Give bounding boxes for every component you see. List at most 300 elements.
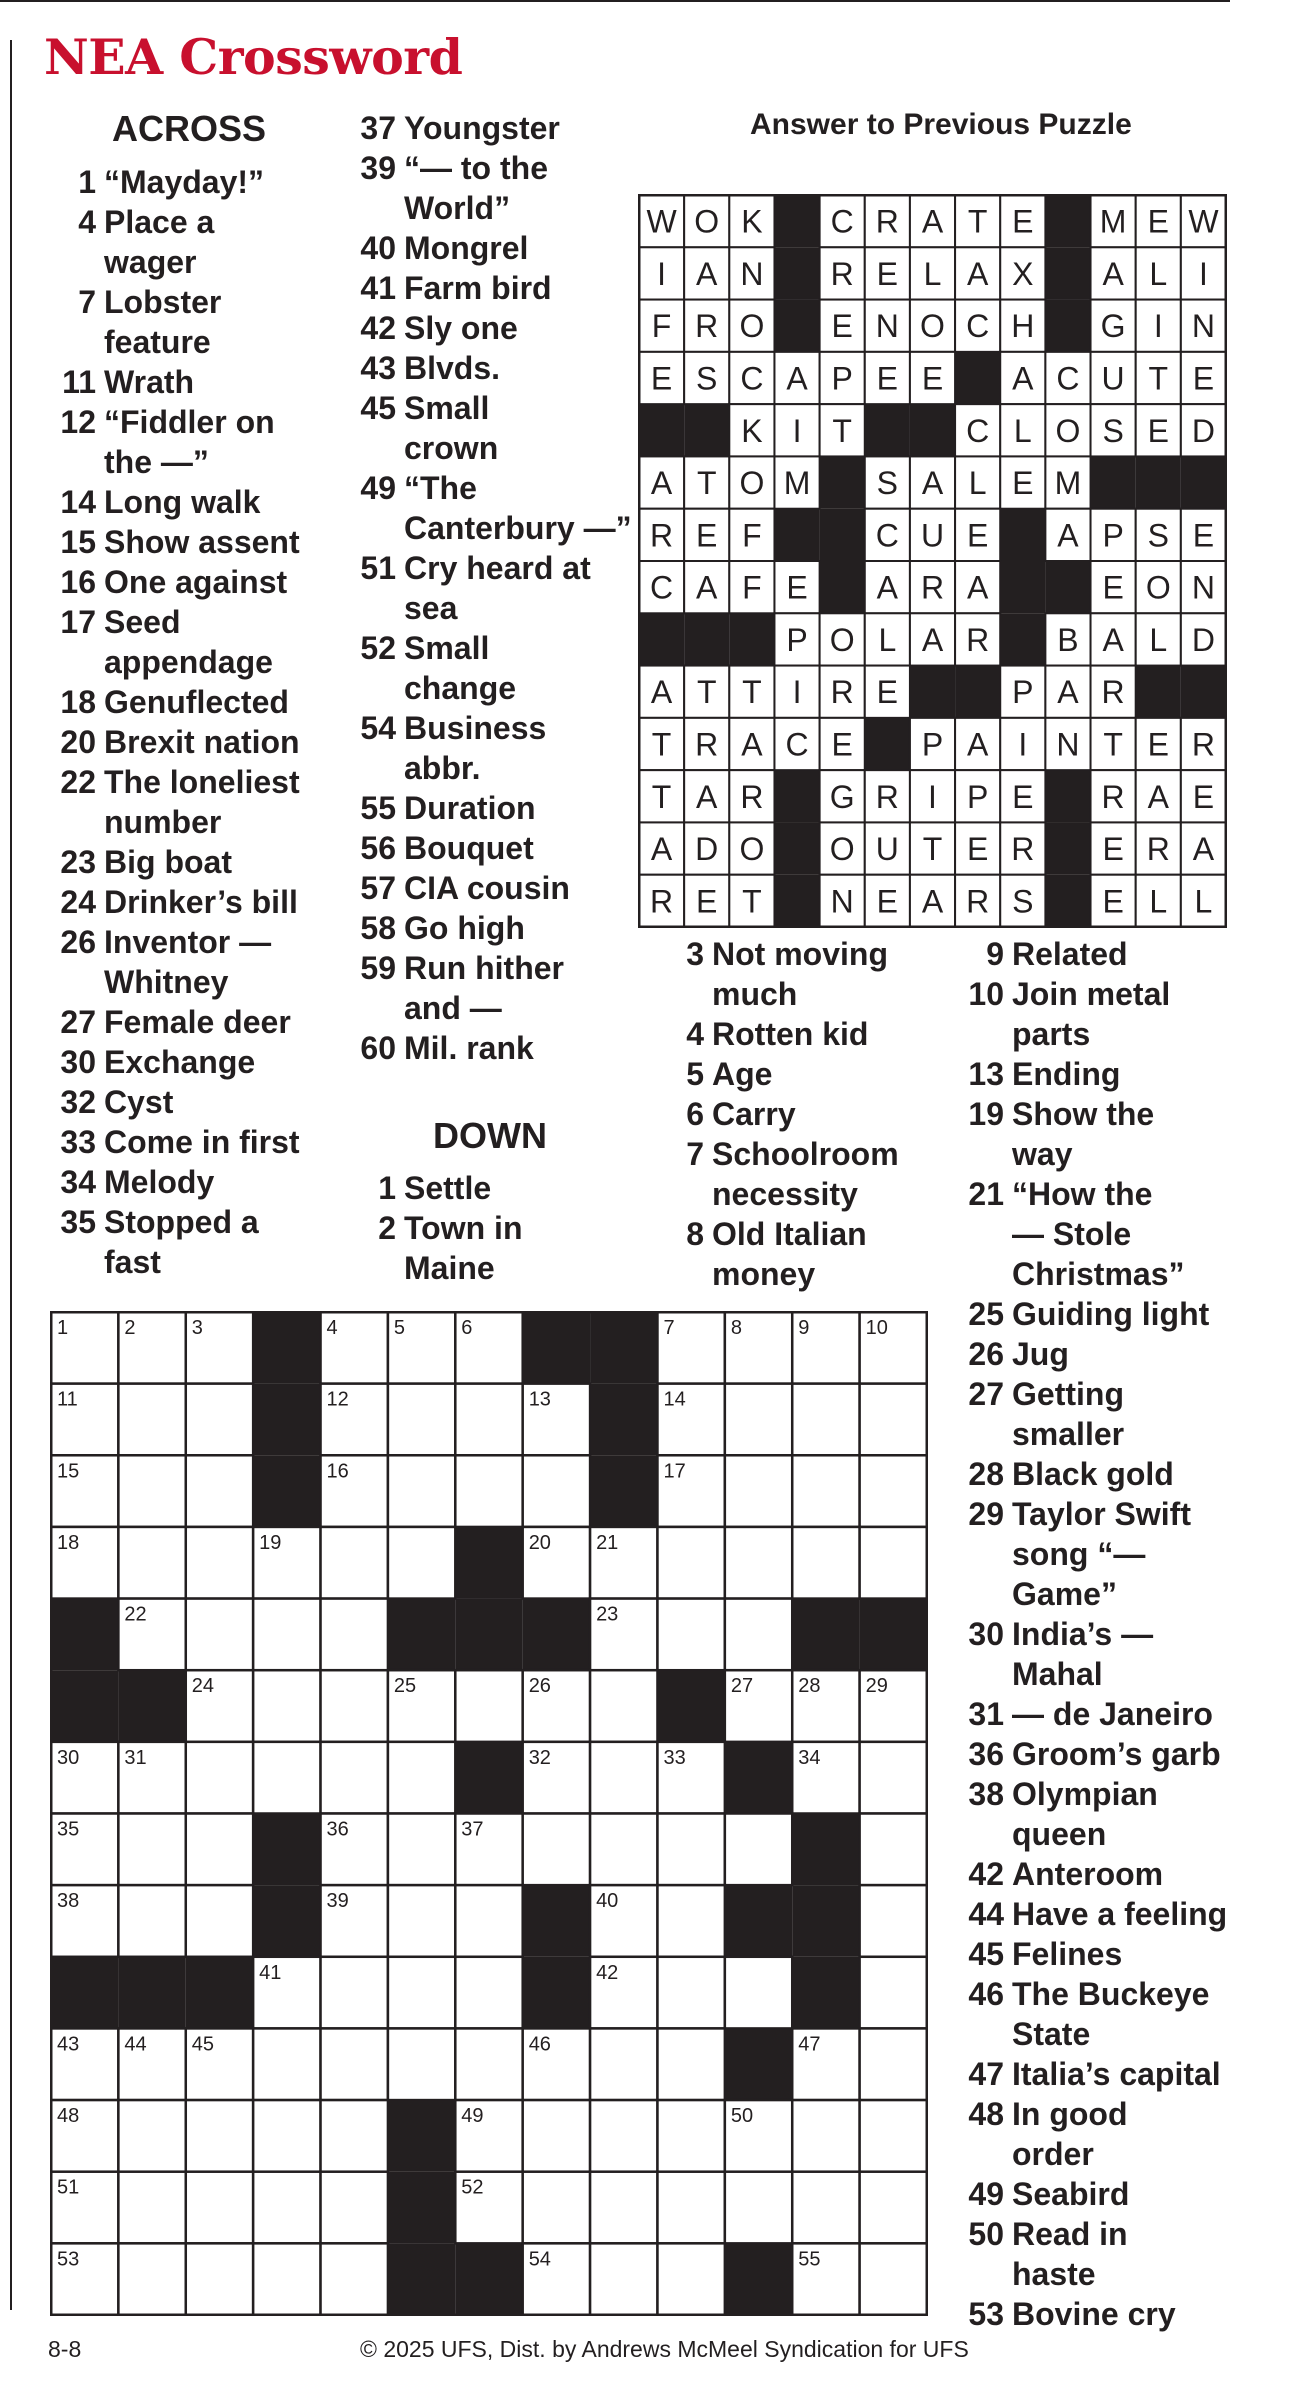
clue-across_col1-12: [52, 402, 300, 482]
black-square: [725, 2243, 792, 2315]
clue-number: 37: [360, 110, 396, 146]
clue-number: 48: [968, 2096, 1004, 2132]
grid-cell[interactable]: [321, 2243, 388, 2315]
black-square: [590, 1384, 657, 1456]
grid-cell[interactable]: [186, 2243, 253, 2315]
clue-number: 43: [360, 350, 396, 386]
grid-cell[interactable]: [388, 1957, 455, 2029]
grid-cell[interactable]: [792, 2100, 859, 2172]
clue-text: much: [712, 976, 798, 1012]
cell-number: 36: [326, 1818, 349, 1841]
grid-cell[interactable]: [186, 1599, 253, 1671]
clue-across_col1-7: [52, 282, 300, 362]
clue-down_col4-38: [960, 1774, 1227, 1854]
answer-letter: A: [966, 569, 989, 606]
grid-cell[interactable]: [253, 2100, 320, 2172]
clue-number: 4: [78, 204, 96, 240]
clue-down_col4-44: [960, 1894, 1227, 1934]
grid-cell[interactable]: [860, 2028, 927, 2100]
clue-number: 42: [968, 1856, 1004, 1892]
grid-cell[interactable]: [321, 1742, 388, 1814]
grid-cell[interactable]: [253, 1670, 320, 1742]
answer-letter: E: [1012, 203, 1034, 240]
black-square: [388, 1599, 455, 1671]
grid-cell[interactable]: [388, 1814, 455, 1886]
clue-text: Lobster: [104, 284, 222, 320]
clue-across_col2-39: [352, 148, 632, 228]
grid-cell[interactable]: [186, 2100, 253, 2172]
clue-text: appendage: [104, 644, 273, 680]
across-heading: ACROSS: [112, 108, 267, 149]
answer-letter: T: [742, 674, 762, 711]
clue-text: parts: [1012, 1016, 1091, 1052]
cell-number: 40: [596, 1890, 619, 1913]
answer-letter: A: [1192, 831, 1215, 868]
answer-letter: E: [786, 569, 808, 606]
clue-across_col1-30: [52, 1042, 300, 1082]
answer-letter: O: [920, 308, 945, 345]
answer-letter: N: [830, 883, 854, 920]
answer-letter: N: [875, 308, 899, 345]
grid-cell[interactable]: [860, 1814, 927, 1886]
clue-text: Settle: [404, 1170, 492, 1206]
grid-cell[interactable]: [792, 1455, 859, 1527]
clue-number: 53: [968, 2296, 1004, 2332]
answer-black-square: [684, 404, 729, 456]
clue-text: One against: [104, 564, 288, 600]
grid-cell[interactable]: [388, 1742, 455, 1814]
clue-text: Brexit nation: [104, 724, 300, 760]
grid-cell[interactable]: [321, 2172, 388, 2244]
clue-down_col3-8: [660, 1214, 899, 1294]
clue-across_col2-60: [352, 1028, 632, 1068]
grid-cell[interactable]: [725, 1814, 792, 1886]
clue-down_col4-42: [960, 1854, 1227, 1894]
cell-number: 8: [730, 1317, 742, 1339]
clue-across_col1-14: [52, 482, 300, 522]
answer-letter: I: [1018, 726, 1028, 763]
answer-letter: S: [1147, 517, 1169, 554]
clue-number: 30: [60, 1044, 96, 1080]
answer-letter: E: [831, 308, 853, 345]
clue-down_col4-29: [960, 1494, 1227, 1614]
answer-letter: C: [740, 360, 764, 397]
clue-down_col4-28: [960, 1454, 1227, 1494]
grid-cell[interactable]: [118, 1384, 185, 1456]
answer-letter: E: [966, 831, 989, 868]
answer-letter: S: [876, 465, 899, 502]
clue-across_col1-34: [52, 1162, 300, 1202]
grid-cell[interactable]: [590, 2028, 657, 2100]
cell-number: 11: [57, 1388, 78, 1411]
grid-cell[interactable]: [455, 1957, 522, 2029]
answer-letter: A: [966, 726, 989, 763]
clue-text: Town in: [404, 1210, 523, 1246]
answer-letter: R: [875, 203, 899, 240]
answer-black-square: [820, 509, 865, 561]
cell-number: 30: [57, 1746, 80, 1769]
cell-number: 17: [663, 1460, 686, 1483]
cell-number: 35: [57, 1818, 80, 1841]
black-square: [253, 1312, 320, 1384]
grid-cell[interactable]: [523, 2172, 590, 2244]
clue-across_col1-11: [52, 362, 300, 402]
clue-down_col4-36: [960, 1734, 1227, 1774]
grid-cell[interactable]: [657, 1957, 724, 2029]
clue-text: “Mayday!”: [104, 164, 265, 200]
grid-cell[interactable]: [657, 2028, 724, 2100]
clue-text: Seabird: [1012, 2176, 1130, 2212]
black-square: [725, 1885, 792, 1957]
cell-number: 41: [259, 1961, 282, 1984]
grid-cell[interactable]: [118, 1885, 185, 1957]
answer-black-square: [865, 718, 910, 770]
grid-cell[interactable]: [253, 2172, 320, 2244]
clue-text: Cry heard at: [404, 550, 591, 586]
clue-text: Business: [404, 710, 547, 746]
grid-cell[interactable]: [657, 1599, 724, 1671]
clue-text: In good: [1012, 2096, 1128, 2132]
answer-letter: U: [875, 831, 899, 868]
clue-text: Bouquet: [404, 830, 534, 866]
clue-number: 58: [360, 910, 396, 946]
clue-number: 27: [60, 1004, 96, 1040]
grid-cell[interactable]: [860, 1527, 927, 1599]
answer-letter: T: [967, 203, 988, 240]
clue-across_col1-20: [52, 722, 300, 762]
clue-number: 49: [968, 2176, 1004, 2212]
grid-cell[interactable]: [118, 1527, 185, 1599]
grid-cell[interactable]: [657, 1814, 724, 1886]
clue-text: Genuflected: [104, 684, 289, 720]
grid-cell[interactable]: [590, 2172, 657, 2244]
grid-cell[interactable]: [118, 2172, 185, 2244]
grid-cell[interactable]: [590, 2100, 657, 2172]
grid-cell[interactable]: [253, 2028, 320, 2100]
clue-text: Show assent: [104, 524, 300, 560]
answer-letter: R: [650, 883, 674, 920]
grid-cell[interactable]: [118, 1814, 185, 1886]
clue-number: 22: [60, 764, 96, 800]
clue-down_col4-9: [960, 934, 1227, 974]
clue-text: Melody: [104, 1164, 215, 1200]
grid-cell[interactable]: [523, 2100, 590, 2172]
crossword-grid: [50, 1311, 928, 2316]
grid-cell[interactable]: [388, 1384, 455, 1456]
clue-across_col1-22: [52, 762, 300, 842]
grid-cell[interactable]: [725, 1527, 792, 1599]
clue-number: 57: [360, 870, 396, 906]
answer-black-square: [910, 666, 955, 718]
clue-down_col4-46: [960, 1974, 1227, 2054]
grid-cell[interactable]: [523, 1814, 590, 1886]
cell-number: 23: [596, 1603, 619, 1626]
answer-black-square: [1000, 509, 1045, 561]
answer-letter: D: [1191, 412, 1215, 449]
grid-cell[interactable]: [657, 1527, 724, 1599]
grid-cell[interactable]: [455, 1384, 522, 1456]
answer-letter: D: [695, 831, 719, 868]
answer-letter: M: [1099, 203, 1127, 240]
grid-cell[interactable]: [321, 1957, 388, 2029]
answer-black-square: [1181, 666, 1226, 718]
grid-cell[interactable]: [860, 1885, 927, 1957]
clue-across_col2-45: [352, 388, 632, 468]
black-square: [253, 1384, 320, 1456]
black-square: [523, 1599, 590, 1671]
clue-text: Groom’s garb: [1012, 1736, 1221, 1772]
grid-cell[interactable]: [118, 1455, 185, 1527]
clue-text: “The: [404, 470, 477, 506]
clue-across_col2-52: [352, 628, 632, 708]
cell-number: 16: [326, 1460, 349, 1483]
answer-letter: A: [650, 831, 673, 868]
clue-text: Read in: [1012, 2216, 1128, 2252]
clue-text: Olympian: [1012, 1776, 1158, 1812]
answer-black-square: [1045, 875, 1090, 927]
cell-number: 34: [798, 1746, 821, 1769]
clue-text: Getting: [1012, 1376, 1124, 1412]
clue-across_col2-41: [352, 268, 632, 308]
grid-cell[interactable]: [253, 1599, 320, 1671]
black-square: [590, 1455, 657, 1527]
clue-text: — de Janeiro: [1012, 1696, 1213, 1732]
grid-cell[interactable]: [792, 2172, 859, 2244]
answer-black-square: [774, 300, 819, 352]
grid-cell[interactable]: [725, 2172, 792, 2244]
grid-cell[interactable]: [860, 1742, 927, 1814]
answer-letter: A: [696, 569, 718, 606]
answer-letter: F: [742, 569, 762, 606]
grid-cell[interactable]: [860, 1455, 927, 1527]
cell-number: 29: [865, 1675, 888, 1698]
grid-cell[interactable]: [657, 2243, 724, 2315]
grid-cell[interactable]: [455, 2028, 522, 2100]
answer-letter: T: [832, 412, 852, 449]
down-clues-col3: [960, 934, 1227, 2334]
cell-number: 27: [730, 1675, 754, 1698]
clue-number: 3: [686, 936, 704, 972]
black-square: [725, 1742, 792, 1814]
clue-down_col2-1: [352, 1168, 522, 1208]
clue-down_col4-49: [960, 2174, 1227, 2214]
answer-letter: A: [966, 255, 989, 292]
grid-cell[interactable]: [186, 1742, 253, 1814]
grid-cell[interactable]: [321, 2100, 388, 2172]
answer-letter: O: [739, 465, 765, 502]
clue-text: “— to the: [404, 150, 548, 186]
answer-letter: S: [1012, 883, 1034, 920]
answer-letter: N: [740, 255, 764, 292]
clue-number: 46: [968, 1976, 1004, 2012]
clue-across_col1-18: [52, 682, 300, 722]
answer-black-square: [639, 404, 684, 456]
clue-number: 45: [968, 1936, 1004, 1972]
grid-cell[interactable]: [792, 1527, 859, 1599]
clue-text: Sly one: [404, 310, 518, 346]
clue-number: 38: [968, 1776, 1004, 1812]
clue-across_col2-55: [352, 788, 632, 828]
clue-across_col1-16: [52, 562, 300, 602]
black-square: [792, 1599, 859, 1671]
answer-black-square: [955, 352, 1000, 404]
clue-text: State: [1012, 2016, 1091, 2052]
answer-letter: E: [650, 360, 673, 397]
footer-copyright: © 2025 UFS, Dist. by Andrews McMeel Syndication for UFS: [360, 2336, 969, 2362]
clue-number: 14: [60, 484, 96, 520]
black-square: [860, 1599, 927, 1671]
clue-across_col2-51: [352, 548, 632, 628]
clue-down_col2-2: [352, 1208, 522, 1288]
answer-letter: O: [829, 831, 855, 868]
grid-cell[interactable]: [253, 1742, 320, 1814]
answer-letter: T: [922, 831, 943, 868]
grid-cell[interactable]: [186, 1527, 253, 1599]
clue-across_col2-58: [352, 908, 632, 948]
clue-across_col2-54: [352, 708, 632, 788]
grid-cell[interactable]: [388, 1527, 455, 1599]
answer-letter: O: [739, 831, 765, 868]
grid-cell[interactable]: [657, 2172, 724, 2244]
grid-cell[interactable]: [725, 1384, 792, 1456]
grid-cell[interactable]: [860, 2100, 927, 2172]
clue-text: way: [1012, 1136, 1073, 1172]
grid-cell[interactable]: [186, 2172, 253, 2244]
black-square: [455, 2243, 522, 2315]
grid-cell[interactable]: [860, 2172, 927, 2244]
clue-text: The Buckeye: [1012, 1976, 1210, 2012]
clue-down_col4-21: [960, 1174, 1227, 1294]
clue-text: sea: [404, 590, 458, 626]
grid-cell[interactable]: [118, 2243, 185, 2315]
answer-letter: T: [651, 778, 672, 815]
cell-number: 47: [798, 2033, 821, 2056]
answer-black-square: [1181, 456, 1226, 508]
grid-cell[interactable]: [321, 2028, 388, 2100]
grid-cell[interactable]: [321, 1670, 388, 1742]
grid-cell[interactable]: [186, 1814, 253, 1886]
answer-letter: O: [1145, 569, 1171, 606]
across-clues-col2: [352, 108, 632, 1068]
grid-cell[interactable]: [657, 1885, 724, 1957]
grid-cell[interactable]: [118, 2100, 185, 2172]
cell-number: 2: [124, 1317, 136, 1339]
clue-text: Drinker’s bill: [104, 884, 298, 920]
answer-black-square: [774, 195, 819, 247]
cell-number: 3: [191, 1317, 203, 1339]
grid-cell[interactable]: [321, 1527, 388, 1599]
answer-letter: W: [1188, 203, 1219, 240]
answer-letter: S: [1102, 412, 1124, 449]
grid-cell[interactable]: [388, 2028, 455, 2100]
down-clues-col1: [352, 1168, 522, 1288]
grid-cell[interactable]: [725, 1599, 792, 1671]
clue-down_col4-26: [960, 1334, 1227, 1374]
grid-cell[interactable]: [860, 2243, 927, 2315]
cell-number: 13: [528, 1388, 551, 1411]
cell-number: 5: [393, 1317, 406, 1339]
grid-cell[interactable]: [860, 1384, 927, 1456]
answer-letter: C: [785, 726, 809, 763]
answer-letter: L: [1149, 255, 1168, 292]
clue-number: 4: [686, 1016, 704, 1052]
answer-letter: T: [696, 465, 717, 502]
grid-cell[interactable]: [590, 1670, 657, 1742]
grid-cell[interactable]: [388, 1885, 455, 1957]
grid-cell[interactable]: [792, 1384, 859, 1456]
grid-cell[interactable]: [455, 1455, 522, 1527]
clue-across_col2-43: [352, 348, 632, 388]
grid-cell[interactable]: [388, 1455, 455, 1527]
grid-cell[interactable]: [725, 1957, 792, 2029]
answer-black-square: [774, 247, 819, 299]
clue-down_col4-48: [960, 2094, 1227, 2174]
clue-down_col3-4: [660, 1014, 899, 1054]
grid-cell[interactable]: [455, 1885, 522, 1957]
answer-letter: A: [921, 203, 944, 240]
answer-letter: R: [966, 621, 990, 658]
answer-black-square: [1045, 195, 1090, 247]
grid-cell[interactable]: [657, 2100, 724, 2172]
answer-letter: E: [1102, 569, 1124, 606]
clue-text: Rotten kid: [712, 1016, 869, 1052]
answer-letter: A: [741, 726, 763, 763]
grid-cell[interactable]: [590, 1742, 657, 1814]
answer-letter: F: [742, 517, 762, 554]
answer-letter: A: [1057, 674, 1079, 711]
answer-letter: R: [830, 255, 854, 292]
clue-number: 30: [968, 1616, 1004, 1652]
grid-cell[interactable]: [186, 1885, 253, 1957]
grid-cell[interactable]: [590, 1814, 657, 1886]
answer-letter: E: [1012, 465, 1034, 502]
clue-text: World”: [404, 190, 511, 226]
clue-number: 28: [968, 1456, 1004, 1492]
answer-letter: E: [1147, 412, 1169, 449]
clue-across_col2-49: [352, 468, 632, 548]
cell-number: 15: [57, 1460, 80, 1483]
clue-number: 34: [60, 1164, 96, 1200]
answer-letter: E: [696, 883, 718, 920]
grid-cell[interactable]: [725, 1455, 792, 1527]
clue-across_col2-42: [352, 308, 632, 348]
answer-letter: N: [1056, 726, 1080, 763]
cell-number: 10: [865, 1317, 888, 1339]
cell-number: 25: [393, 1675, 417, 1698]
answer-letter: R: [920, 569, 945, 606]
clue-number: 26: [968, 1336, 1004, 1372]
grid-cell[interactable]: [253, 2243, 320, 2315]
grid-cell[interactable]: [186, 1455, 253, 1527]
clue-number: 24: [60, 884, 96, 920]
answer-black-square: [1045, 247, 1090, 299]
grid-cell[interactable]: [860, 1957, 927, 2029]
clue-text: Maine: [404, 1250, 495, 1286]
clue-text: abbr.: [404, 750, 481, 786]
clue-text: Canterbury —”: [404, 510, 632, 546]
grid-cell[interactable]: [590, 2243, 657, 2315]
black-square: [253, 1814, 320, 1886]
grid-cell[interactable]: [321, 1599, 388, 1671]
clue-text: Youngster: [404, 110, 560, 146]
grid-cell[interactable]: [455, 1670, 522, 1742]
clue-text: Bovine cry: [1012, 2296, 1176, 2332]
grid-cell[interactable]: [523, 1455, 590, 1527]
answer-black-square: [1136, 666, 1181, 718]
clue-text: necessity: [712, 1176, 858, 1212]
black-square: [253, 1455, 320, 1527]
grid-cell[interactable]: [186, 1384, 253, 1456]
